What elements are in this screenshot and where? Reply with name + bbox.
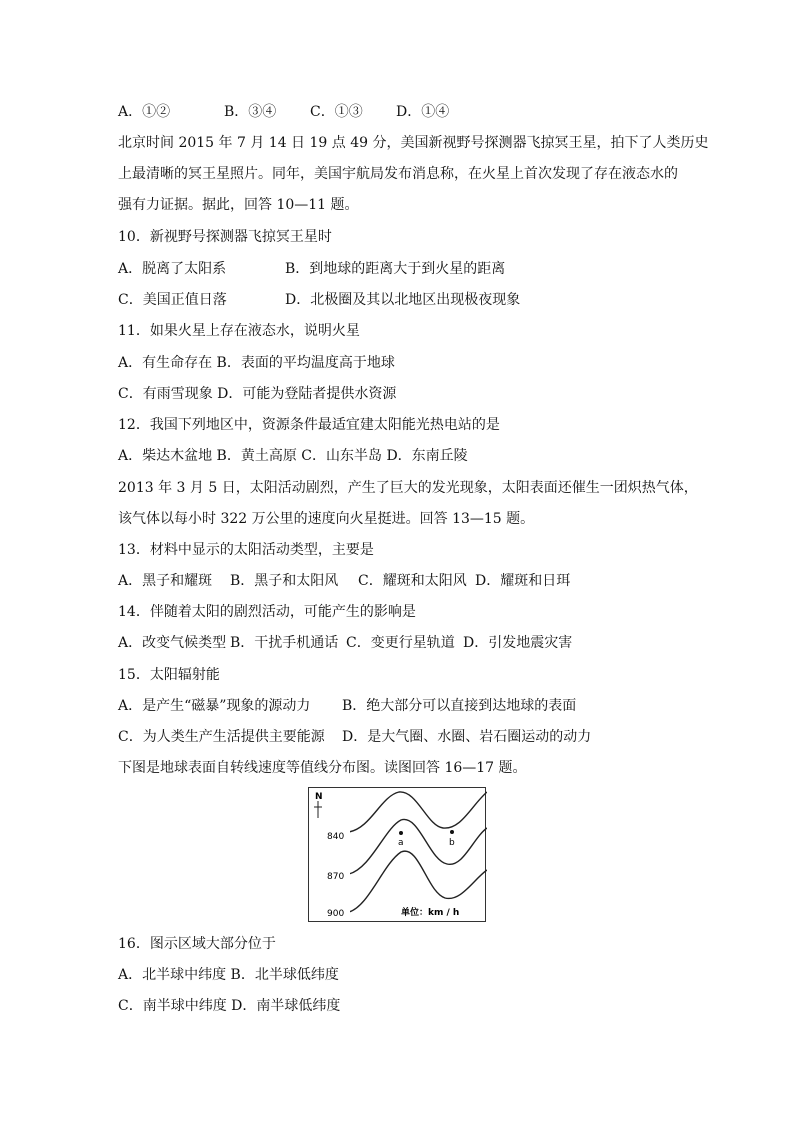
q14-stem: 14．伴随着太阳的剧烈活动，可能产生的影响是 xyxy=(118,604,416,620)
north-label: N xyxy=(315,792,323,802)
isoline-label-900: 900 xyxy=(327,909,345,919)
q10-options-row2 xyxy=(118,291,520,309)
q13-option-b: B．黑子和太阳风 xyxy=(230,573,339,589)
passage1-line2: 上最清晰的冥王星照片。同年，美国宇航局发布消息称，在火星上首次发现了存在液态水的 xyxy=(118,166,678,182)
isoline-figure xyxy=(308,787,486,922)
q14-options xyxy=(118,634,572,652)
q12-stem: 12．我国下列地区中，资源条件最适宜建太阳能光热电站的是 xyxy=(118,417,500,433)
passage1-line1: 北京时间 2015 年 7 月 14 日 19 点 49 分，美国新视野号探测器飞掠冥王星，拍下了人类历史 xyxy=(118,135,709,151)
passage3: 下图是地球表面自转线速度等值线分布图。读图回答 16—17 题。 xyxy=(118,760,527,776)
point-b-marker xyxy=(450,830,454,834)
q16-options-row2: C．南半球中纬度 D．南半球低纬度 xyxy=(118,998,341,1014)
q9-options xyxy=(118,103,449,121)
isoline-840 xyxy=(349,792,487,832)
q11-stem: 11．如果火星上存在液态水，说明火星 xyxy=(118,323,360,339)
q14-option-d: D．引发地震灾害 xyxy=(463,635,573,651)
q15-option-b: B．绝大部分可以直接到达地球的表面 xyxy=(342,698,577,714)
q15-options-row1 xyxy=(118,697,576,715)
q16-options-row1: A．北半球中纬度 B．北半球低纬度 xyxy=(118,967,339,983)
q9-option-d: D．①④ xyxy=(396,104,450,120)
q9-option-c: C．①③ xyxy=(310,104,363,120)
isoline-900 xyxy=(349,851,487,912)
point-a-label: a xyxy=(398,838,404,848)
q13-stem: 13．材料中显示的太阳活动类型，主要是 xyxy=(118,542,374,558)
q10-options-row1 xyxy=(118,260,505,278)
isoline-label-870: 870 xyxy=(327,872,345,882)
passage1-line3: 强有力证据。据此，回答 10—11 题。 xyxy=(118,197,359,213)
isoline-label-840: 840 xyxy=(327,832,345,842)
isoline-map xyxy=(309,788,487,923)
q10-stem: 10．新视野号探测器飞掠冥王星时 xyxy=(118,229,332,245)
q14-option-c: C．变更行星轨道 xyxy=(346,635,455,651)
q13-options xyxy=(118,572,570,590)
q13-option-c: C．耀斑和太阳风 xyxy=(358,573,467,589)
q15-option-a: A．是产生“磁暴”现象的源动力 xyxy=(118,698,311,714)
q11-options-row2: C．有雨雪现象 D．可能为登陆者提供水资源 xyxy=(118,386,397,402)
q15-options-row2 xyxy=(118,728,591,746)
q14-option-a: A．改变气候类型 xyxy=(118,635,227,651)
q11-options-row1: A．有生命存在 B．表面的平均温度高于地球 xyxy=(118,355,395,371)
q9-option-a: A．①② xyxy=(118,104,171,120)
q15-stem: 15．太阳辐射能 xyxy=(118,667,220,683)
q12-options-row1: A．柴达木盆地 B．黄土高原 C．山东半岛 D．东南丘陵 xyxy=(118,448,468,464)
q10-option-d: D．北极圈及其以北地区出现极夜现象 xyxy=(285,292,521,308)
point-a-marker xyxy=(399,831,403,835)
q10-option-a: A．脱离了太阳系 xyxy=(118,261,227,277)
q10-option-c: C．美国正值日落 xyxy=(118,292,227,308)
q9-option-b: B．③④ xyxy=(224,104,277,120)
q13-option-d: D．耀斑和日珥 xyxy=(475,573,571,589)
passage2-line2: 该气体以每小时 322 万公里的速度向火星挺进。回答 13—15 题。 xyxy=(118,511,535,527)
q13-option-a: A．黑子和耀斑 xyxy=(118,573,213,589)
q15-option-d: D．是大气圈、水圈、岩石圈运动的动力 xyxy=(342,729,592,745)
unit-label: 单位：km / h xyxy=(401,908,460,918)
point-b-label: b xyxy=(449,838,455,848)
q15-option-c: C．为人类生产生活提供主要能源 xyxy=(118,729,325,745)
passage2-line1: 2013 年 3 月 5 日，太阳活动剧烈，产生了巨大的发光现象，太阳表面还催生一团炽热气体， xyxy=(118,480,698,496)
q10-option-b: B．到地球的距离大于到火星的距离 xyxy=(285,261,506,277)
q16-stem: 16．图示区域大部分位于 xyxy=(118,936,276,952)
isoline-870 xyxy=(349,819,487,874)
q14-option-b: B．干扰手机通话 xyxy=(230,635,339,651)
